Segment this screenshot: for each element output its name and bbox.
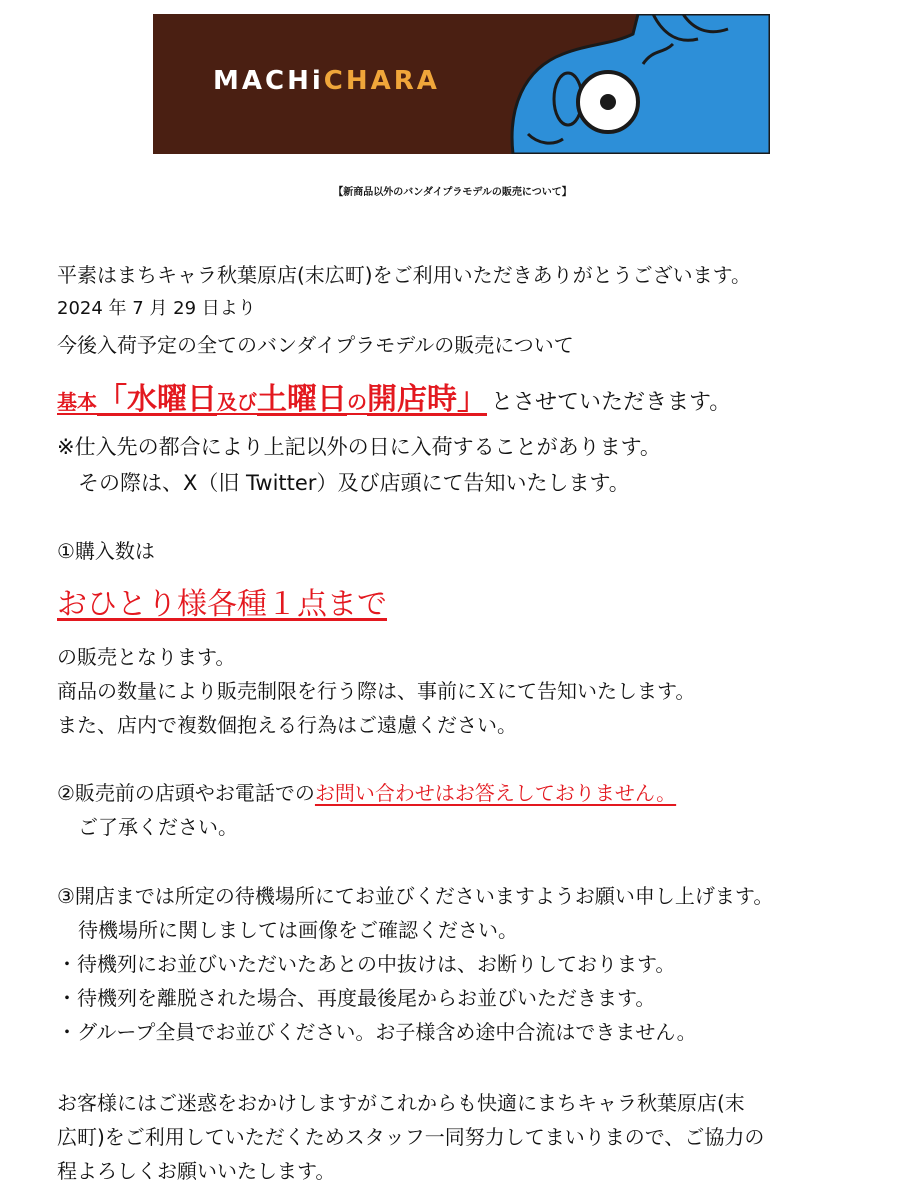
intro-line-1: 平素はまちキャラ秋葉原店(末広町)をご利用いただきありがとうございます。 (57, 263, 752, 287)
section-1-line-2: 商品の数量により販売制限を行う際は、事前にＸにて告知いたします。 (57, 679, 696, 703)
schedule-day-2: 土曜日 (257, 382, 347, 417)
section-1-line-1: の販売となります。 (57, 645, 236, 669)
schedule-suffix: とさせていただきます。 (491, 390, 732, 415)
section-1-line-3: また、店内で複数個抱える行為はご遠慮ください。 (57, 713, 517, 737)
schedule-no: の (347, 390, 367, 414)
section-3-bullet-2: ・待機列を離脱された場合、再度最後尾からお並びいただきます。 (57, 986, 656, 1010)
closing-line-2: 広町)をご利用していただくためスタッフ一同努力してまいりまので、ご協力の (57, 1125, 765, 1149)
section-2-emphasis: お問い合わせはお答えしておりません。 (314, 781, 677, 805)
schedule-line (57, 380, 731, 423)
section-3-bullet-1: ・待機列にお並びいただいたあとの中抜けは、お断りしております。 (57, 952, 676, 976)
schedule-prefix: 基本 (57, 390, 97, 414)
logo-text-orange: CHARA (323, 66, 440, 96)
schedule-open-bracket: 「 (97, 382, 127, 417)
note-line-2: その際は、X（旧 Twitter）及び店頭にて告知いたします。 (78, 471, 630, 495)
schedule-and: 及び (217, 390, 257, 414)
section-3-line-1: ③開店までは所定の待機場所にてお並びくださいますようお願い申し上げます。 (57, 884, 774, 908)
logo-text-white: MACHi (213, 66, 324, 96)
intro-line-3: 今後入荷予定の全てのバンダイプラモデルの販売について (57, 333, 574, 357)
intro-date: 2024 年 7 月 29 日より (57, 298, 256, 319)
section-2-line-2: ご了承ください。 (78, 815, 238, 839)
section-2-lead: ②販売前の店頭やお電話での (57, 781, 315, 805)
page-title: 【新商品以外のバンダイプラモデルの販売について】 (333, 187, 572, 198)
machichara-logo (213, 66, 440, 96)
schedule-day-1: 水曜日 (127, 382, 217, 417)
section-3-line-2: 待機場所に関しましては画像をご確認ください。 (78, 918, 518, 942)
machichara-banner (153, 14, 770, 154)
schedule-time: 開店時 (367, 382, 457, 417)
note-line-1: ※仕入先の都合により上記以外の日に入荷することがあります。 (57, 435, 661, 459)
section-1-heading: ①購入数は (57, 539, 155, 563)
section-3-bullet-3: ・グループ全員でお並びください。お子様含め途中合流はできません。 (57, 1020, 697, 1044)
schedule-close-bracket: 」 (457, 382, 487, 417)
mascot-illustration (503, 14, 770, 154)
closing-line-1: お客様にはご迷惑をおかけしますがこれからも快適にまちキャラ秋葉原店(末 (57, 1091, 745, 1115)
closing-line-3: 程よろしくお願いいたします。 (57, 1159, 336, 1183)
purchase-limit: おひとり様各種１点まで (57, 587, 387, 622)
section-2-line-1 (57, 781, 676, 805)
